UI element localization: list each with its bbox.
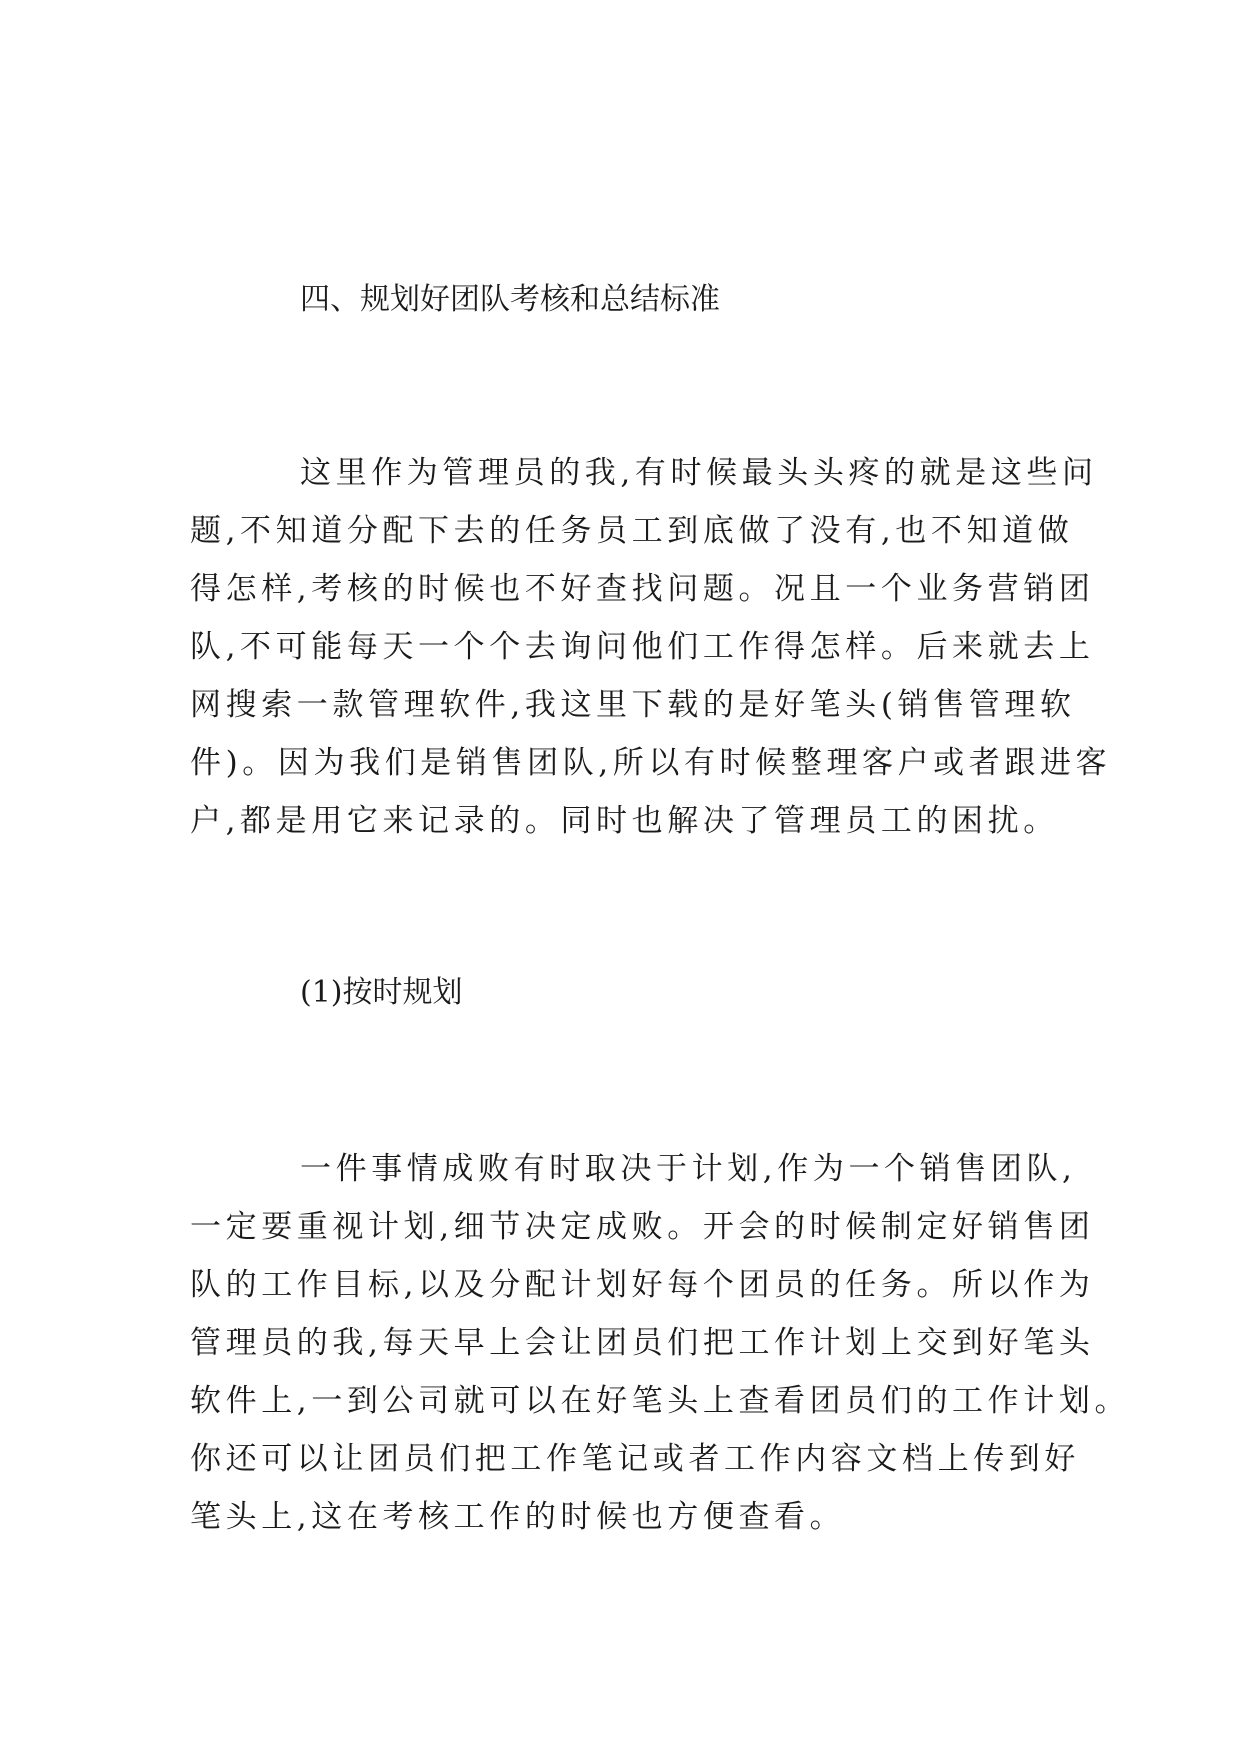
paragraph-line: 件)。因为我们是销售团队,所以有时候整理客户或者跟进客 <box>190 745 1112 781</box>
paragraph-line: 队,不可能每天一个个去询问他们工作得怎样。后来就去上 <box>190 629 1095 665</box>
paragraph-line: 笔头上,这在考核工作的时候也方便查看。 <box>190 1499 846 1535</box>
paragraph-line: 网搜索一款管理软件,我这里下载的是好笔头(销售管理软 <box>190 687 1076 723</box>
paragraph-line: 一定要重视计划,细节决定成败。开会的时候制定好销售团 <box>190 1209 1095 1245</box>
paragraph-line: 得怎样,考核的时候也不好查找问题。况且一个业务营销团 <box>190 571 1095 607</box>
subsection-heading: (1)按时规划 <box>300 975 463 1010</box>
paragraph-line: 管理员的我,每天早上会让团员们把工作计划上交到好笔头 <box>190 1325 1095 1361</box>
paragraph-line: 户,都是用它来记录的。同时也解决了管理员工的困扰。 <box>190 803 1059 839</box>
paragraph-planning <box>190 1140 1131 1546</box>
paragraph-line: 题,不知道分配下去的任务员工到底做了没有,也不知道做 <box>190 513 1074 549</box>
paragraph-line: 这里作为管理员的我,有时候最头头疼的就是这些问 <box>300 455 1098 491</box>
paragraph-line: 队的工作目标,以及分配计划好每个团员的任务。所以作为 <box>190 1267 1095 1303</box>
paragraph-line: 软件上,一到公司就可以在好笔头上查看团员们的工作计划。 <box>190 1383 1131 1419</box>
section-heading: 四、规划好团队考核和总结标准 <box>300 282 720 317</box>
paragraph-line: 一件事情成败有时取决于计划,作为一个销售团队, <box>300 1151 1077 1187</box>
paragraph-management-issues <box>190 444 1112 850</box>
paragraph-line: 你还可以让团员们把工作笔记或者工作内容文档上传到好 <box>190 1441 1080 1477</box>
